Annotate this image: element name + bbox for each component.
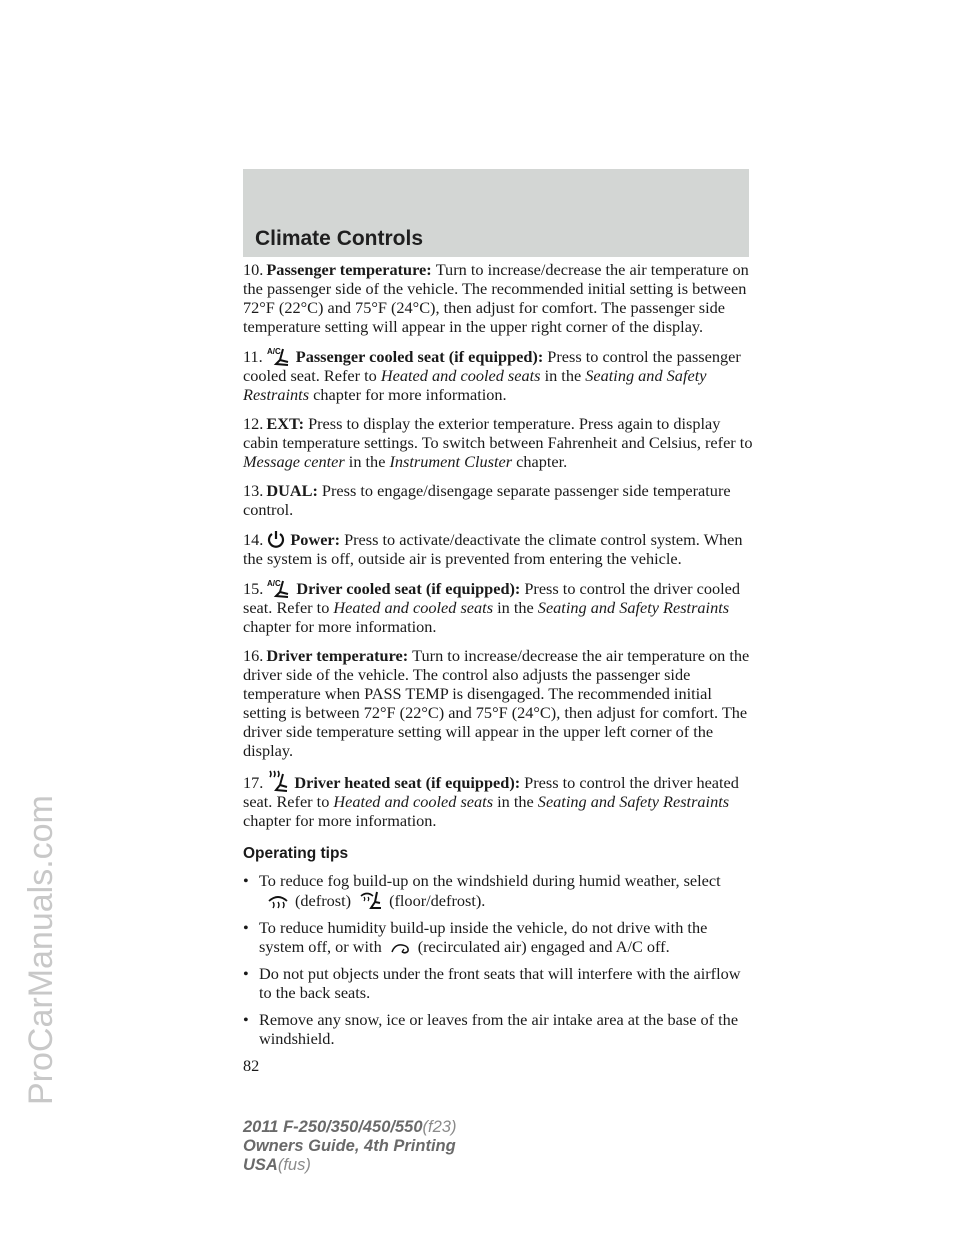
tip-text: Do not put objects under the front seats that will interfere with the airflow to the back seats. bbox=[259, 964, 741, 1002]
tip-item bbox=[243, 1010, 753, 1048]
item-text: Turn to increase/decrease the air temperature on the passenger side of the vehicle. The recommended initial setting is between 72°F (22°C) and 75°F (24°C), then adjust for comfort. The passenger side temperature setting will appear in the upper right corner of the display. bbox=[243, 260, 749, 336]
chapter-header bbox=[243, 169, 749, 257]
item-13 bbox=[243, 481, 753, 519]
ac-cooled-seat-icon bbox=[266, 346, 292, 366]
item-text: Press to engage/disengage separate passenger side temperature control. bbox=[243, 481, 731, 519]
footer bbox=[243, 1118, 456, 1175]
tip-text: (recirculated air) engaged and A/C off. bbox=[417, 937, 670, 956]
svg-text:A/C: A/C bbox=[267, 579, 282, 588]
page-content bbox=[243, 260, 753, 1075]
tip-text: Remove any snow, ice or leaves from the air intake area at the base of the windshield. bbox=[259, 1010, 739, 1048]
recirculated-air-icon bbox=[390, 942, 412, 956]
item-text: chapter. bbox=[512, 452, 568, 471]
item-term: EXT: bbox=[266, 414, 305, 433]
item-14 bbox=[243, 529, 753, 568]
defrost-icon bbox=[267, 892, 289, 910]
item-text: Press to display the exterior temperature. Press again to display cabin temperature settings. To switch between Fahrenheit and Celsius, refer to bbox=[243, 414, 753, 452]
item-text: Press to control the driver heated seat. Refer to bbox=[243, 773, 739, 811]
item-text: in the bbox=[540, 366, 586, 385]
reference: Heated and cooled seats bbox=[333, 792, 494, 811]
bullet: • bbox=[243, 1010, 249, 1029]
item-15 bbox=[243, 578, 753, 636]
reference: Heated and cooled seats bbox=[380, 366, 541, 385]
tip-item bbox=[243, 871, 753, 910]
item-number: 11. bbox=[243, 347, 263, 366]
item-number: 10. bbox=[243, 260, 264, 279]
item-number: 12. bbox=[243, 414, 264, 433]
footer-line-3 bbox=[243, 1156, 456, 1175]
floor-defrost-icon bbox=[359, 890, 383, 910]
tip-item bbox=[243, 918, 753, 956]
item-11 bbox=[243, 346, 753, 404]
item-text: Press to control the passenger cooled seat. Refer to bbox=[243, 347, 741, 385]
item-number: 13. bbox=[243, 481, 264, 500]
item-text: chapter for more information. bbox=[243, 617, 437, 636]
footer-model: 2011 F-250/350/450/550 bbox=[243, 1118, 423, 1136]
item-term: Power: bbox=[290, 530, 341, 549]
footer-line-1 bbox=[243, 1118, 456, 1137]
tip-text: To reduce humidity build-up inside the vehicle, do not drive with the system off, or with bbox=[259, 918, 708, 956]
watermark-text: ProCarManuals.com bbox=[22, 795, 60, 1105]
item-text: chapter for more information. bbox=[309, 385, 507, 404]
item-term: Driver cooled seat (if equipped): bbox=[296, 579, 521, 598]
item-text: Press to control the driver cooled seat. Refer to bbox=[243, 579, 741, 617]
page-number: 82 bbox=[243, 1056, 260, 1075]
item-text: Press to activate/deactivate the climate control system. When the system is off, outside air is prevented from entering the vehicle. bbox=[243, 530, 743, 568]
item-text: chapter for more information. bbox=[243, 811, 437, 830]
item-term: Passenger temperature: bbox=[266, 260, 432, 279]
item-number: 15. bbox=[243, 579, 264, 598]
item-term: DUAL: bbox=[266, 481, 318, 500]
item-term: Driver temperature: bbox=[266, 646, 409, 665]
reference: Heated and cooled seats bbox=[333, 598, 494, 617]
power-icon bbox=[266, 529, 286, 549]
bullet: • bbox=[243, 964, 249, 983]
reference: Seating and Safety Restraints bbox=[537, 598, 730, 617]
heated-seat-icon bbox=[266, 770, 290, 792]
bullet: • bbox=[243, 871, 249, 890]
bullet: • bbox=[243, 918, 249, 937]
item-17 bbox=[243, 770, 753, 830]
item-16 bbox=[243, 646, 753, 760]
item-12 bbox=[243, 414, 753, 471]
reference: Message center bbox=[243, 452, 345, 471]
operating-tips-heading: Operating tips bbox=[243, 845, 349, 862]
item-10 bbox=[243, 260, 753, 336]
item-text: in the bbox=[493, 598, 538, 617]
reference: Seating and Safety Restraints bbox=[243, 366, 707, 404]
tip-text: (defrost) bbox=[295, 891, 352, 910]
tip-text: To reduce fog build-up on the windshield during humid weather, select bbox=[259, 871, 721, 890]
reference: Seating and Safety Restraints bbox=[537, 792, 730, 811]
chapter-title: Climate Controls bbox=[255, 227, 424, 250]
footer-market: USA bbox=[243, 1156, 278, 1174]
svg-text:A/C: A/C bbox=[266, 347, 281, 356]
tip-item bbox=[243, 964, 753, 1002]
item-text: Turn to increase/decrease the air temperature on the driver side of the vehicle. The control also adjusts the passenger side temperature when PASS TEMP is disengaged. The recommended initial setting is between 72°F (22°C) and 75°F (24°C), then adjust for comfort. The driver side temperature setting will appear in the upper left corner of the display. bbox=[243, 646, 750, 760]
footer-line-2: Owners Guide, 4th Printing bbox=[243, 1137, 456, 1155]
item-number: 14. bbox=[243, 530, 264, 549]
footer-market-code: (fus) bbox=[277, 1156, 311, 1174]
tip-text: (floor/defrost). bbox=[389, 891, 486, 910]
footer-model-code: (f23) bbox=[422, 1118, 457, 1136]
item-text: in the bbox=[344, 452, 390, 471]
reference: Instrument Cluster bbox=[389, 452, 513, 471]
item-number: 17. bbox=[243, 773, 264, 792]
watermark bbox=[8, 250, 68, 1110]
item-text: in the bbox=[493, 792, 538, 811]
item-number: 16. bbox=[243, 646, 264, 665]
item-term: Passenger cooled seat (if equipped): bbox=[295, 347, 544, 366]
item-term: Driver heated seat (if equipped): bbox=[294, 773, 521, 792]
ac-cooled-seat-icon bbox=[266, 578, 292, 598]
